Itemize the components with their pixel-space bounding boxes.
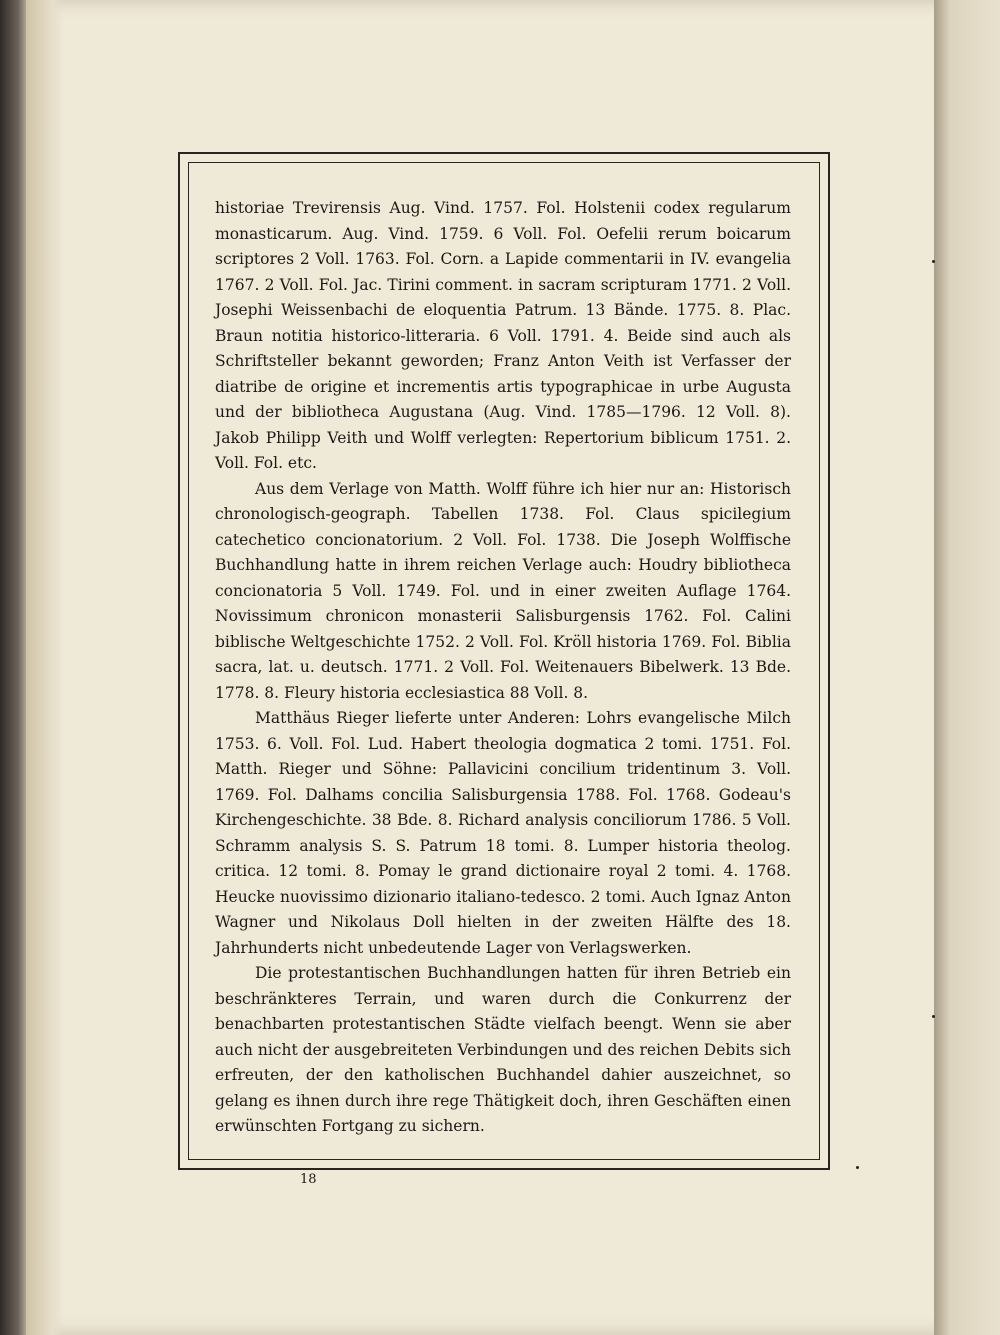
body-text <box>215 196 791 1140</box>
paragraph-3: Matthäus Rieger lieferte unter Anderen: Lohrs evangelische Milch 1753. 6. Voll. Fol. Lud. Habert theologia dogmatica 2 tomi. 1751. Fol. Matth. Rieger und Söhne: Pallavicini concilium tridentinum 3. Voll. 1769. Fol. Dalhams concilia Salisburgensia 1788. Fol. 1768. Godeau's Kirchengeschichte. 38 Bde. 8. Richard analysis conciliorum 1786. 5 Voll. Schramm analysis S. S. Patrum 18 tomi. 8. Lumper historia theolog. critica. 12 tomi. 8. Pomay le grand dictionaire royal 2 tomi. 4. 1768. Heucke nuovissimo dizionario italiano-tedesco. 2 tomi. Auch Ignaz Anton Wagner und Nikolaus Doll hielten in der zweiten Hälfte des 18. Jahrhunderts nicht unbedeutende Lager von Verlagswerken. <box>215 709 791 957</box>
paragraph-2: Aus dem Verlage von Matth. Wolff führe ich hier nur an: Historisch chronologisch-geograph. Tabellen 1738. Fol. Claus spicilegium catechetico concionatorium. 2 Voll. Fol. 1738. Die Joseph Wolffische Buchhandlung hatte in ihrem reichen Verlage auch: Houdry bibliotheca concionatoria 5 Voll. 1749. Fol. und in einer zweiten Auflage 1764. Novissimum chronicon monasterii Salisburgensis 1762. Fol. Calini biblische Weltgeschichte 1752. 2 Voll. Fol. Kröll historia 1769. Fol. Biblia sacra, lat. u. deutsch. 1771. 2 Voll. Fol. Weitenauers Bibelwerk. 13 Bde. 1778. 8. Fleury historia ecclesiastica 88 Voll. 8. <box>215 479 791 702</box>
margin-mark <box>932 1015 935 1018</box>
margin-mark <box>856 1166 859 1169</box>
paragraph-4: Die protestantischen Buchhandlungen hatten für ihren Betrieb ein beschränkteres Terrain, und waren durch die Conkurrenz der benachbarten protestantischen Städte vielfach beengt. Wenn sie aber auch nicht der ausgebreiteten Verbindungen und des reichen Debits sich erfreuten, der den katholischen Buchhandel dahier auszeichnet, so gelang es ihnen durch ihre rege Thätigkeit doch, ihren Geschäften einen erwünschten Fortgang zu sichern. <box>215 964 791 1135</box>
paragraph-1: historiae Trevirensis Aug. Vind. 1757. Fol. Holstenii codex regularum monasticarum. Aug. Vind. 1759. 6 Voll. Fol. Oefelii rerum boicarum scriptores 2 Voll. 1763. Fol. Corn. a Lapide commentarii in IV. evangelia 1767. 2 Voll. Fol. Jac. Tirini comment. in sacram scripturam 1771. 2 Voll. Josephi Weissenbachi de eloquentia Patrum. 13 Bände. 1775. 8. Plac. Braun notitia historico-litteraria. 6 Voll. 1791. 4. Beide sind auch als Schriftsteller bekannt geworden; Franz Anton Veith ist Verfasser der diatribe de origine et incrementis artis typographicae in urbe Augusta und der bibliotheca Augustana (Aug. Vind. 1785—1796. 12 Voll. 8). Jakob Philipp Veith und Wolff verlegten: Repertorium biblicum 1751. 2. Voll. Fol. etc. <box>215 199 791 472</box>
page-number: 18 <box>300 1172 317 1187</box>
page-gutter-shadow <box>26 0 64 1335</box>
margin-mark <box>932 260 935 263</box>
facing-page-edge <box>934 0 1000 1335</box>
